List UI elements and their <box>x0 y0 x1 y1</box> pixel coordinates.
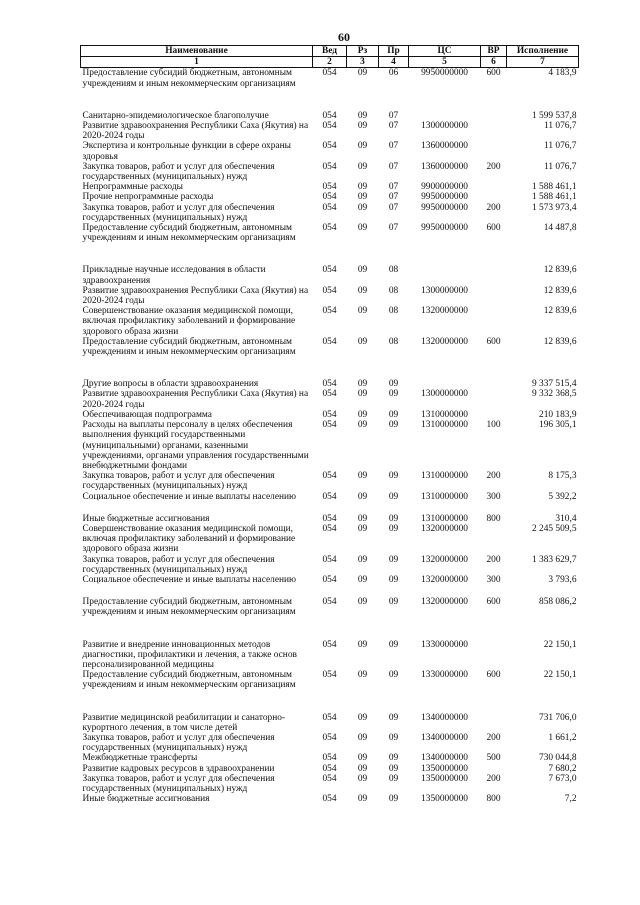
row-ved: 054 <box>322 192 337 203</box>
table-row <box>81 243 579 285</box>
row-name: Санитарно-эпидемиологическое благополучие <box>82 110 269 121</box>
row-amount: 5 392,2 <box>548 491 577 502</box>
budget-table <box>80 45 579 804</box>
table-row <box>81 670 579 690</box>
row-rz: 09 <box>357 141 368 152</box>
table-row <box>81 192 579 202</box>
row-cs: 1310000000 <box>421 420 468 431</box>
row-rz: 09 <box>357 336 368 347</box>
row-ved: 054 <box>322 161 337 172</box>
header-ved: Вед <box>313 46 347 57</box>
header-index: 6 <box>481 57 507 68</box>
row-vr: 300 <box>486 574 501 585</box>
table-row <box>81 182 579 192</box>
row-name: Предоставление субсидий бюджетным, автономным учреждениям и иным некоммерческим организациям <box>82 223 296 244</box>
header-vr: ВР <box>481 46 507 57</box>
row-pr: 07 <box>388 141 399 152</box>
table-row <box>81 141 579 161</box>
row-amount: 1 573 973,4 <box>531 202 577 213</box>
row-ved: 054 <box>322 639 337 650</box>
row-vr <box>481 286 507 306</box>
table-row <box>81 753 579 763</box>
row-vr: 600 <box>486 223 501 234</box>
table-row <box>81 121 579 141</box>
header-execution: Исполнение <box>507 46 579 57</box>
header-rz: Рз <box>347 46 379 57</box>
row-pr: 07 <box>388 110 399 121</box>
row-pr: 09 <box>388 554 399 565</box>
row-ved: 054 <box>322 597 337 608</box>
row-amount: 730 044,8 <box>539 753 577 764</box>
row-cs: 9900000000 <box>421 182 468 193</box>
row-pr: 09 <box>388 471 399 482</box>
row-pr: 09 <box>388 753 399 764</box>
row-pr: 09 <box>388 389 399 400</box>
row-rz: 09 <box>357 491 368 502</box>
row-rz: 09 <box>357 597 368 608</box>
row-pr: 09 <box>388 513 399 524</box>
row-name: Развитие здравоохранения Республики Саха (Якутия) на 2020-2024 годы <box>82 285 309 307</box>
row-ved: 054 <box>322 513 337 524</box>
row-cs: 9950000000 <box>421 202 468 213</box>
row-amount: 12 839,6 <box>543 306 577 317</box>
row-amount: 14 487,8 <box>543 223 577 234</box>
row-rz: 09 <box>357 712 368 723</box>
header-name: Наименование <box>81 46 313 57</box>
table-row <box>81 410 579 420</box>
row-name: Закупка товаров, работ и услуг для обеспечения государственных (муниципальных) нужд <box>82 471 275 492</box>
row-pr: 09 <box>388 794 399 805</box>
row-vr <box>481 182 507 192</box>
row-rz: 09 <box>357 420 368 431</box>
row-amount: 22 150,1 <box>543 639 577 650</box>
row-vr: 300 <box>486 491 501 502</box>
row-rz: 09 <box>357 182 368 193</box>
row-name: Совершенствование оказания медицинской помощи, включая профилактику заболеваний и формирование здорового образа жизни <box>82 523 296 555</box>
row-amount: 7,2 <box>564 794 577 805</box>
row-rz: 09 <box>357 379 368 390</box>
header-index: 7 <box>507 57 579 68</box>
table-row <box>81 764 579 774</box>
row-vr: 100 <box>486 420 501 431</box>
row-cs: 1310000000 <box>421 513 468 524</box>
table-row <box>81 420 579 471</box>
row-vr <box>481 524 507 555</box>
row-pr: 09 <box>388 639 399 650</box>
table-row <box>81 357 579 389</box>
row-ved: 054 <box>322 409 337 420</box>
row-pr: 07 <box>388 161 399 172</box>
row-ved: 054 <box>322 389 337 400</box>
row-amount: 731 706,0 <box>539 712 577 723</box>
row-rz: 09 <box>357 306 368 317</box>
table-row <box>81 524 579 555</box>
row-vr: 600 <box>486 336 501 347</box>
row-cs: 1320000000 <box>421 336 468 347</box>
row-amount: 22 150,1 <box>543 670 577 681</box>
row-cs: 1350000000 <box>421 773 468 784</box>
row-rz: 09 <box>357 639 368 650</box>
row-name: Обеспечивающая подпрограмма <box>82 409 212 420</box>
row-rz: 09 <box>357 223 368 234</box>
row-amount: 11 076,7 <box>544 121 577 132</box>
row-name: Закупка товаров, работ и услуг для обеспечения государственных (муниципальных) нужд <box>82 202 275 223</box>
row-vr: 200 <box>486 732 501 743</box>
row-ved: 054 <box>322 420 337 431</box>
table-row <box>81 337 579 357</box>
row-name: Закупка товаров, работ и услуг для обеспечения государственных (муниципальных) нужд <box>82 554 275 575</box>
row-amount: 310,4 <box>555 513 577 524</box>
table-row <box>81 502 579 524</box>
row-name: Совершенствование оказания медицинской помощи, включая профилактику заболеваний и формирование здорового образа жизни <box>82 306 296 337</box>
table-row <box>81 89 579 121</box>
table-body <box>81 68 579 804</box>
row-vr: 200 <box>486 471 501 482</box>
row-ved: 054 <box>322 763 337 774</box>
row-name: Предоставление субсидий бюджетным, автономным учреждениям и иным некоммерческим организациям <box>82 336 296 358</box>
row-ved: 054 <box>322 574 337 585</box>
row-cs: 1320000000 <box>421 597 468 608</box>
row-vr <box>481 141 507 161</box>
row-cs: 1310000000 <box>421 409 468 420</box>
row-name: Прикладные научные исследования в области здравоохранения <box>82 265 266 286</box>
row-rz: 09 <box>357 285 368 296</box>
row-cs: 1330000000 <box>421 639 468 650</box>
table-row <box>81 618 579 671</box>
row-pr: 08 <box>388 336 399 347</box>
row-amount: 1 588 461,1 <box>531 182 577 193</box>
row-cs: 1320000000 <box>421 574 468 585</box>
row-ved: 054 <box>322 121 337 132</box>
row-name: Другие вопросы в области здравоохранения <box>82 379 259 390</box>
row-ved: 054 <box>322 794 337 805</box>
row-vr <box>481 618 507 671</box>
row-name: Развитие здравоохранения Республики Саха (Якутия) на 2020-2024 годы <box>82 389 309 410</box>
row-amount: 196 305,1 <box>539 420 577 431</box>
row-pr: 09 <box>388 597 399 608</box>
row-vr <box>481 89 507 121</box>
table-row <box>81 585 579 617</box>
row-rz: 09 <box>357 409 368 420</box>
row-vr <box>481 691 507 733</box>
row-amount: 1 588 461,1 <box>531 192 577 203</box>
header-index: 5 <box>409 57 481 68</box>
row-ved: 054 <box>322 491 337 502</box>
table-row <box>81 691 579 733</box>
table-row <box>81 68 579 89</box>
row-pr: 07 <box>388 192 399 203</box>
row-pr: 09 <box>388 773 399 784</box>
row-vr: 600 <box>486 670 501 681</box>
row-ved: 054 <box>322 141 337 152</box>
page-number: 60 <box>338 30 350 44</box>
row-cs: 1320000000 <box>421 554 468 565</box>
row-name: Иные бюджетные ассигнования <box>82 794 210 805</box>
row-rz: 09 <box>357 68 368 79</box>
table-row <box>81 555 579 575</box>
row-cs: 1350000000 <box>421 763 468 774</box>
row-vr: 500 <box>486 753 501 764</box>
table-header <box>81 46 579 68</box>
row-name: Развитие кадровых ресурсов в здравоохранении <box>82 763 275 774</box>
row-vr <box>481 121 507 141</box>
row-name: Закупка товаров, работ и услуг для обеспечения государственных (муниципальных) нужд <box>82 161 275 183</box>
row-pr: 09 <box>388 670 399 681</box>
row-rz: 09 <box>357 202 368 213</box>
row-name: Закупка товаров, работ и услуг для обеспечения государственных (муниципальных) нужд <box>82 732 275 754</box>
row-name: Предоставление субсидий бюджетным, автономным учреждениям и иным некоммерческим организациям <box>82 68 296 89</box>
row-pr: 09 <box>388 379 399 390</box>
row-ved: 054 <box>322 773 337 784</box>
row-rz: 09 <box>357 471 368 482</box>
table-row <box>81 389 579 409</box>
row-rz: 09 <box>357 265 368 276</box>
row-pr: 06 <box>388 68 399 79</box>
header-index-row <box>81 57 579 68</box>
row-pr: 07 <box>388 202 399 213</box>
row-vr: 600 <box>486 68 501 79</box>
row-amount: 12 839,6 <box>543 265 577 276</box>
row-name: Социальное обеспечение и иные выплаты населению <box>82 491 297 502</box>
row-ved: 054 <box>322 285 337 296</box>
row-name: Прочие непрограммные расходы <box>82 192 214 203</box>
row-vr: 800 <box>486 794 501 805</box>
row-amount: 210 183,9 <box>539 409 577 420</box>
row-name: Иные бюджетные ассигнования <box>82 513 210 524</box>
row-ved: 054 <box>322 223 337 234</box>
row-cs: 9950000000 <box>421 223 468 234</box>
row-cs <box>409 243 481 285</box>
row-ved: 054 <box>322 753 337 764</box>
row-cs: 1350000000 <box>421 794 468 805</box>
row-rz: 09 <box>357 670 368 681</box>
table-row <box>81 492 579 502</box>
row-name: Развитие медицинской реабилитации и санаторно-курортного лечения, в том числе детей <box>82 712 286 733</box>
row-ved: 054 <box>322 554 337 565</box>
row-ved: 054 <box>322 379 337 390</box>
table-row <box>81 203 579 223</box>
row-pr: 09 <box>388 491 399 502</box>
header-row <box>81 46 579 57</box>
row-ved: 054 <box>322 670 337 681</box>
row-ved: 054 <box>322 182 337 193</box>
row-pr: 07 <box>388 121 399 132</box>
row-ved: 054 <box>322 712 337 723</box>
row-rz: 09 <box>357 389 368 400</box>
row-vr <box>481 389 507 409</box>
row-pr: 08 <box>388 285 399 296</box>
row-ved: 054 <box>322 336 337 347</box>
row-pr: 09 <box>388 420 399 431</box>
row-cs: 9950000000 <box>421 68 468 79</box>
table-row <box>81 162 579 182</box>
row-ved: 054 <box>322 68 337 79</box>
row-cs: 1340000000 <box>421 753 468 764</box>
row-cs: 1300000000 <box>421 285 468 296</box>
row-pr: 07 <box>388 223 399 234</box>
table-row <box>81 794 579 804</box>
row-rz: 09 <box>357 192 368 203</box>
row-amount: 11 076,7 <box>544 141 577 152</box>
row-pr: 09 <box>388 523 399 534</box>
row-amount: 12 839,6 <box>543 285 577 296</box>
row-cs <box>409 357 481 389</box>
row-name: Закупка товаров, работ и услуг для обеспечения государственных (муниципальных) нужд <box>82 773 275 794</box>
row-amount: 8 175,3 <box>548 471 577 482</box>
row-ved: 054 <box>322 110 337 121</box>
table-row <box>81 733 579 753</box>
row-rz: 09 <box>357 763 368 774</box>
header-index: 1 <box>81 57 313 68</box>
row-vr <box>481 306 507 337</box>
row-amount: 12 839,6 <box>543 336 577 347</box>
table-row <box>81 774 579 794</box>
row-pr: 09 <box>388 409 399 420</box>
row-vr: 200 <box>486 161 501 172</box>
row-rz: 09 <box>357 753 368 764</box>
row-amount: 2 245 509,5 <box>531 523 577 534</box>
row-vr <box>481 192 507 202</box>
row-amount: 9 337 515,4 <box>531 379 577 390</box>
row-ved: 054 <box>322 202 337 213</box>
row-amount: 1 599 537,8 <box>531 110 577 121</box>
header-cs: ЦС <box>409 46 481 57</box>
row-amount: 1 383 629,7 <box>531 554 577 565</box>
row-name: Непрограммные расходы <box>82 182 183 193</box>
row-pr: 08 <box>388 265 399 276</box>
row-name: Предоставление субсидий бюджетным, автономным учреждениям и иным некоммерческим организациям <box>82 670 296 691</box>
row-cs: 1300000000 <box>421 389 468 400</box>
row-rz: 09 <box>357 523 368 534</box>
row-ved: 054 <box>322 471 337 482</box>
row-rz: 09 <box>357 794 368 805</box>
row-cs: 9950000000 <box>421 192 468 203</box>
row-pr: 09 <box>388 732 399 743</box>
row-pr: 08 <box>388 306 399 317</box>
row-vr <box>481 410 507 420</box>
row-ved: 054 <box>322 732 337 743</box>
row-name: Развитие здравоохранения Республики Саха (Якутия) на 2020-2024 годы <box>82 121 309 142</box>
row-amount: 7 673,0 <box>548 773 577 784</box>
row-cs <box>409 89 481 121</box>
table-row <box>81 575 579 585</box>
row-ved: 054 <box>322 523 337 534</box>
row-cs: 1330000000 <box>421 670 468 681</box>
row-cs: 1340000000 <box>421 712 468 723</box>
table-row <box>81 286 579 306</box>
row-amount: 858 086,2 <box>539 597 577 608</box>
table-row <box>81 223 579 243</box>
row-cs: 1310000000 <box>421 491 468 502</box>
row-name: Социальное обеспечение и иные выплаты населению <box>82 574 297 585</box>
row-name: Межбюджетные трансферты <box>82 753 198 764</box>
header-pr: Пр <box>379 46 409 57</box>
row-rz: 09 <box>357 513 368 524</box>
row-rz: 09 <box>357 773 368 784</box>
row-name: Предоставление субсидий бюджетным, автономным учреждениям и иным некоммерческим организациям <box>82 597 296 618</box>
row-pr: 09 <box>388 574 399 585</box>
row-vr <box>481 357 507 389</box>
row-cs: 1310000000 <box>421 471 468 482</box>
row-vr: 200 <box>486 202 501 213</box>
row-amount: 3 793,6 <box>548 574 577 585</box>
row-amount: 9 332 368,5 <box>531 389 577 400</box>
row-ved: 054 <box>322 265 337 276</box>
row-vr: 200 <box>486 554 501 565</box>
row-vr: 200 <box>486 773 501 784</box>
row-cs: 1360000000 <box>421 161 468 172</box>
row-amount: 1 661,2 <box>548 732 577 743</box>
row-name: Расходы на выплаты персоналу в целях обеспечения выполнения функций государственными (муниципальными) органами, казенными учреждениями, органами управления государственными внебюджетными фондами <box>82 420 309 471</box>
row-rz: 09 <box>357 574 368 585</box>
row-cs: 1320000000 <box>421 306 468 317</box>
row-pr: 09 <box>388 712 399 723</box>
row-rz: 09 <box>357 161 368 172</box>
row-vr: 600 <box>486 597 501 608</box>
row-cs: 1300000000 <box>421 121 468 132</box>
row-ved: 054 <box>322 306 337 317</box>
row-rz: 09 <box>357 732 368 743</box>
header-index: 2 <box>313 57 347 68</box>
row-amount: 4 183,9 <box>548 68 577 79</box>
row-pr: 09 <box>388 763 399 774</box>
header-index: 3 <box>347 57 379 68</box>
row-pr: 07 <box>388 182 399 193</box>
header-index: 4 <box>379 57 409 68</box>
row-cs: 1360000000 <box>421 141 468 152</box>
row-vr <box>481 243 507 285</box>
table-row <box>81 306 579 337</box>
row-rz: 09 <box>357 110 368 121</box>
row-vr <box>481 764 507 774</box>
row-cs: 1340000000 <box>421 732 468 743</box>
row-rz: 09 <box>357 554 368 565</box>
row-name: Экспертиза и контрольные функции в сфере охраны здоровья <box>82 141 291 162</box>
row-amount: 11 076,7 <box>544 161 577 172</box>
row-name: Развитие и внедрение инновационных методов диагностики, профилактики и лечения, а также основ персонализированной медицины <box>82 639 297 670</box>
table-row <box>81 471 579 491</box>
row-rz: 09 <box>357 121 368 132</box>
row-amount: 7 680,2 <box>548 763 577 774</box>
row-vr: 800 <box>486 513 501 524</box>
row-cs: 1320000000 <box>421 523 468 534</box>
